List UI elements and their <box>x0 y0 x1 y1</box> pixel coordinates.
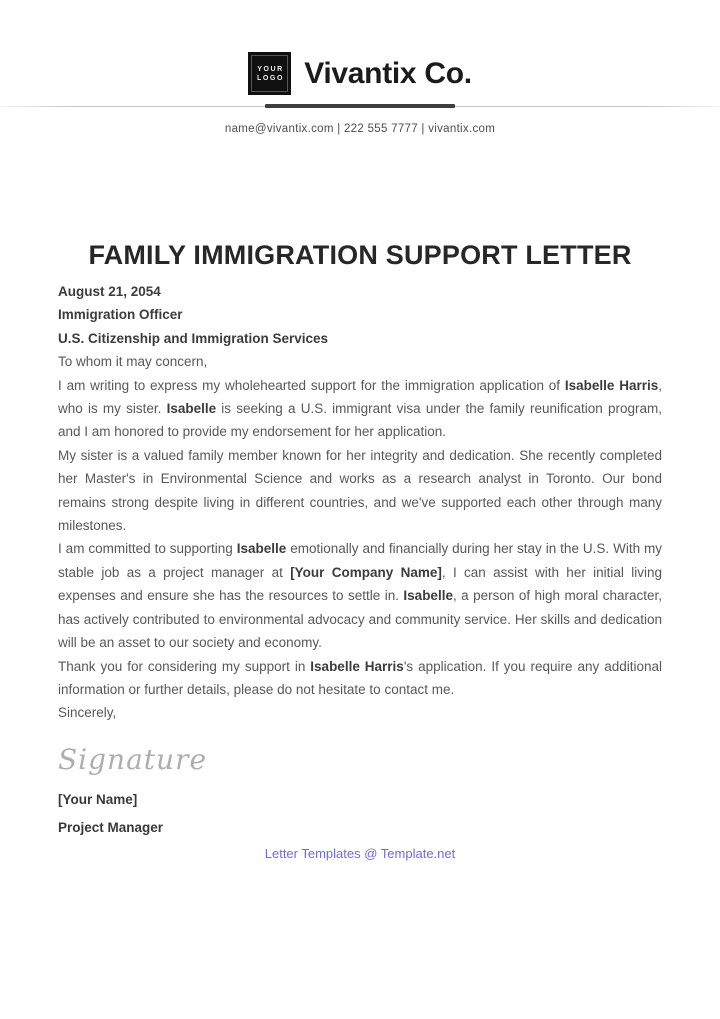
text-segment: I am committed to supporting <box>58 541 237 557</box>
closing: Sincerely, <box>58 705 117 721</box>
text-segment: , who is my sister. <box>58 377 662 417</box>
logo-text-line-2: LOGO <box>256 74 284 82</box>
text-segment: , I can assist with her initial living expenses and ensure she has the resources to settle in. <box>58 564 663 604</box>
contact-line: name@vivantix.com | 222 555 7777 | vivantix.com <box>224 123 496 135</box>
brand-row <box>0 52 720 95</box>
letter-paragraph-1 <box>58 374 662 444</box>
letter-paragraph-3 <box>58 537 662 654</box>
company-logo <box>248 52 291 95</box>
recipient-line-2: U.S. Citizenship and Immigration Services <box>58 330 329 346</box>
footer <box>0 846 720 862</box>
sender-title: Project Manager <box>58 819 164 835</box>
signature-script: Signature <box>58 742 208 776</box>
text-segment: I am writing to express my wholehearted support for the immigration application of <box>58 377 565 393</box>
bold-text-segment: Isabelle <box>166 401 217 417</box>
text-segment: Thank you for considering my support in <box>58 658 311 674</box>
footer-link[interactable]: Letter Templates @ Template.net <box>264 845 456 861</box>
letter-paragraph-4 <box>58 655 662 702</box>
bold-text-segment: Isabelle Harris <box>564 377 659 393</box>
company-name: Vivantix Co. <box>304 56 472 90</box>
header-divider-accent-bar <box>265 104 455 108</box>
text-segment: emotionally and financially during her stay in the U.S. With my stable job as a project manager at <box>58 541 663 580</box>
text-segment: 's application. If you require any additional information or further details, please do not hesitate to contact me. <box>58 658 663 697</box>
letter-content <box>58 280 662 836</box>
header-divider <box>0 104 720 109</box>
text-segment: is seeking a U.S. immigrant visa under the family reunification program, and I am honored to provide my endorsement for her application. <box>58 401 662 440</box>
logo-text-line-1: YOUR <box>257 65 284 73</box>
bold-text-segment: Isabelle <box>403 588 453 604</box>
salutation: To whom it may concern, <box>58 354 208 370</box>
letter-title: FAMILY IMMIGRATION SUPPORT LETTER <box>88 240 632 270</box>
bold-text-segment: [Your Company Name] <box>290 564 442 580</box>
letter-paragraph-2 <box>58 444 662 538</box>
date-line: August 21, 2054 <box>58 284 161 299</box>
letterhead <box>0 0 720 135</box>
sender-name: [Your Name] <box>58 791 138 807</box>
bold-text-segment: Isabelle <box>236 541 287 557</box>
recipient-line-1: Immigration Officer <box>58 307 183 323</box>
bold-text-segment: Isabelle Harris <box>310 658 404 674</box>
text-segment: My sister is a valued family member known for her integrity and dedication. She recently completed her Master's in Environmental Science and works as a research analyst in Toronto. Our bond remains strong despite living in different countries, and we've supported each other through many milestones. <box>58 447 662 534</box>
text-segment: , a person of high moral character, has actively contributed to environmental advocacy and community service. Her skills and dedication will be an asset to our society and economy. <box>58 588 662 651</box>
